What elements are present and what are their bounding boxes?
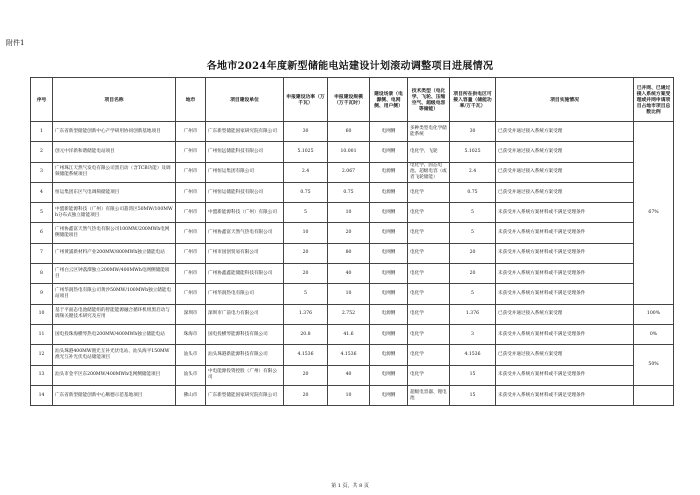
cell-power: 20 — [284, 243, 328, 263]
cell-grid: 1.376 — [450, 304, 496, 324]
cell-scenario: 电网侧 — [370, 264, 408, 284]
cell-status: 已获受并通过接入系统方案受理 — [496, 122, 634, 142]
cell-energy: 4.1536 — [328, 345, 370, 365]
table-row — [31, 324, 674, 344]
cell-ratio-shenzhen: 100% — [634, 304, 674, 324]
cell-power: 20 — [284, 385, 328, 405]
cell-seq: 7 — [31, 243, 53, 263]
cell-power: 20 — [284, 264, 328, 284]
cell-scenario: 电网侧 — [370, 142, 408, 162]
cell-org: 国电投横琴能源科技有限公司 — [206, 324, 284, 344]
cell-grid: 4.1536 — [450, 345, 496, 365]
cell-city: 广州市 — [176, 203, 206, 223]
cell-org: 广东新型储能国家研究院有限公司 — [206, 385, 284, 405]
cell-city: 广州市 — [176, 264, 206, 284]
cell-seq: 2 — [31, 142, 53, 162]
cell-power: 0.75 — [284, 182, 328, 202]
header-org: 项目建设单位 — [206, 78, 284, 122]
cell-power: 20 — [284, 365, 328, 385]
cell-power: 4.1536 — [284, 345, 328, 365]
cell-city: 广州市 — [176, 142, 206, 162]
cell-tech: 电化学 — [408, 203, 450, 223]
cell-grid: 5 — [450, 223, 496, 243]
cell-ratio-foshan — [634, 385, 674, 405]
cell-seq: 9 — [31, 284, 53, 304]
cell-grid: 5 — [450, 284, 496, 304]
cell-status: 未获受并入系统方案材料或不满足受理条件 — [496, 223, 634, 243]
cell-seq: 12 — [31, 345, 53, 365]
cell-status: 未获受并入系统方案材料或不满足受理条件 — [496, 264, 634, 284]
header-scenario: 建设场景（电源侧、电网侧、用户侧） — [370, 78, 408, 122]
cell-energy: 2.067 — [328, 162, 370, 182]
cell-seq: 8 — [31, 264, 53, 284]
header-power: 申报建设功率（万千瓦） — [284, 78, 328, 122]
cell-org: 广州恒远储能科技有限公司 — [206, 142, 284, 162]
cell-energy: 10.001 — [328, 142, 370, 162]
cell-status: 未获受并入系统方案材料或不满足受理条件 — [496, 385, 634, 405]
header-status: 项目实施情况 — [496, 78, 634, 122]
cell-power: 20.8 — [284, 324, 328, 344]
cell-scenario: 电网侧 — [370, 223, 408, 243]
cell-power: 2.4 — [284, 162, 328, 182]
cell-name: 广州白云区钟落潭独立200MW/400MWh电网侧储能项目 — [53, 264, 176, 284]
cell-tech: 电化学 — [408, 264, 450, 284]
cell-scenario: 电源侧 — [370, 162, 408, 182]
cell-city: 珠海市 — [176, 324, 206, 344]
cell-tech: 电化学 — [408, 304, 450, 324]
cell-seq: 14 — [31, 385, 53, 405]
cell-energy: 10 — [328, 284, 370, 304]
cell-tech: 电化学 — [408, 365, 450, 385]
cell-name: 中盟新能源科技（广州）有限公司荔湾区50MW/100MWh分布式独立储能项目 — [53, 203, 176, 223]
cell-city: 广州市 — [176, 284, 206, 304]
cell-tech: 多种类型电化学储能系统 — [408, 122, 450, 142]
cell-grid: 3 — [450, 324, 496, 344]
cell-city: 深圳市 — [176, 304, 206, 324]
attachment-label: 附件1 — [6, 39, 25, 47]
cell-status: 已获受并通过接入系统方案受理 — [496, 142, 634, 162]
cell-energy: 40 — [328, 365, 370, 385]
cell-tech: 超级电容器、锂电池 — [408, 385, 450, 405]
cell-scenario: 电源侧 — [370, 182, 408, 202]
cell-org: 广州协鑫富天然气热电有限公司 — [206, 223, 284, 243]
cell-seq: 4 — [31, 182, 53, 202]
cell-grid: 5 — [450, 203, 496, 223]
cell-name: 广州华润热电有限公司黄沙50MW/100MWh独立储能电站项目 — [53, 284, 176, 304]
header-energy: 申报建设规模（万千瓦时） — [328, 78, 370, 122]
cell-city: 汕头市 — [176, 345, 206, 365]
cell-seq: 5 — [31, 203, 53, 223]
cell-power: 5 — [284, 203, 328, 223]
cell-ratio-zhuhai: 0% — [634, 324, 674, 344]
cell-seq: 13 — [31, 365, 53, 385]
cell-status: 未获受并入系统方案材料或不满足受理条件 — [496, 203, 634, 223]
cell-org: 深圳市广前电力有限公司 — [206, 304, 284, 324]
cell-city: 广州市 — [176, 122, 206, 142]
header-grid: 项目所在供电区可接入容量（储能功率/万千瓦） — [450, 78, 496, 122]
table-row — [31, 122, 674, 142]
table-row — [31, 365, 674, 385]
cell-grid: 20 — [450, 264, 496, 284]
cell-grid: 15 — [450, 365, 496, 385]
cell-tech: 电化学 — [408, 324, 450, 344]
table-row — [31, 162, 674, 182]
cell-name: 广州珠江天然气发电有限公司黑启动（含TCB功能）及调频储能系统项目 — [53, 162, 176, 182]
table-row — [31, 203, 674, 223]
document-title: 各地市2024年度新型储能电站建设计划滚动调整项目进展情况 — [206, 61, 494, 72]
cell-scenario: 电网侧 — [370, 284, 408, 304]
table-row — [31, 385, 674, 405]
cell-tech: 电化学 — [408, 223, 450, 243]
table-row — [31, 284, 674, 304]
cell-name: 广东省新型储能创新中心顺德示范基地项目 — [53, 385, 176, 405]
cell-city: 佛山市 — [176, 385, 206, 405]
cell-energy: 41.6 — [328, 324, 370, 344]
cell-city: 广州市 — [176, 243, 206, 263]
header-ratio: 已并网、已通过接入系统方案受理或并网申请项目占地市项目总数比例 — [634, 78, 674, 122]
table-row — [31, 264, 674, 284]
table-row — [31, 182, 674, 202]
table-row — [31, 304, 674, 324]
cell-status: 已获受并通过接入系统方案受理 — [496, 304, 634, 324]
cell-city: 广州市 — [176, 162, 206, 182]
cell-ratio-guangzhou: 67% — [634, 122, 674, 305]
cell-org: 中电能源投资控股（广州）有限公司 — [206, 365, 284, 385]
cell-ratio-shantou: 50% — [634, 345, 674, 386]
cell-energy: 20 — [328, 223, 370, 243]
cell-grid: 30 — [450, 122, 496, 142]
table-header-row — [31, 78, 674, 122]
cell-status: 已获受并通过接入系统方案受理 — [496, 162, 634, 182]
header-name: 项目名称 — [53, 78, 176, 122]
cell-seq: 6 — [31, 223, 53, 243]
cell-status: 未获受并入系统方案材料或不满足受理条件 — [496, 365, 634, 385]
cell-scenario: 电网侧 — [370, 365, 408, 385]
cell-scenario: 电网侧 — [370, 122, 408, 142]
cell-status: 未获受并入系统方案材料或不满足受理条件 — [496, 284, 634, 304]
cell-scenario: 电源侧 — [370, 345, 408, 365]
cell-name: 国电投珠海横琴热电200MW/400MWh独立储能电站 — [53, 324, 176, 344]
cell-city: 广州市 — [176, 182, 206, 202]
cell-power: 10 — [284, 223, 328, 243]
cell-name: 创元中洋新和谐储能电站项目 — [53, 142, 176, 162]
cell-tech: 电化学、飞轮 — [408, 142, 450, 162]
cell-name: 恒运集团东区气电调频储能项目 — [53, 182, 176, 202]
cell-org: 汕头珠港新能源科技有限公司 — [206, 345, 284, 365]
cell-grid: 0.75 — [450, 182, 496, 202]
cell-tech: 电化学 — [408, 182, 450, 202]
cell-city: 广州市 — [176, 223, 206, 243]
header-tech: 技术类型（电化学、飞轮、压缩空气、超级电容等储能） — [408, 78, 450, 122]
cell-energy: 0.75 — [328, 182, 370, 202]
cell-status: 已获受并通过接入系统方案受理 — [496, 345, 634, 365]
cell-energy: 40 — [328, 264, 370, 284]
cell-tech: 电化学 — [408, 243, 450, 263]
cell-power: 5.1025 — [284, 142, 328, 162]
cell-org: 广州协鑫鑫能储能科技有限公司 — [206, 264, 284, 284]
cell-power: 1.376 — [284, 304, 328, 324]
cell-scenario: 电网侧 — [370, 385, 408, 405]
header-city: 地市 — [176, 78, 206, 122]
cell-city: 汕头市 — [176, 365, 206, 385]
cell-scenario: 电网侧 — [370, 243, 408, 263]
cell-tech: 电化学 — [408, 284, 450, 304]
project-table — [30, 77, 674, 406]
cell-org: 中盟新能源科技（广州）有限公司 — [206, 203, 284, 223]
page-footer: 第 1 页，共 8 页 — [331, 483, 369, 489]
header-seq: 序号 — [31, 78, 53, 122]
cell-grid: 20 — [450, 243, 496, 263]
cell-seq: 10 — [31, 304, 53, 324]
cell-org: 广州市国创贸易有限公司 — [206, 243, 284, 263]
table-row — [31, 142, 674, 162]
cell-energy: 60 — [328, 122, 370, 142]
table-row — [31, 243, 674, 263]
cell-energy: 10 — [328, 385, 370, 405]
cell-seq: 3 — [31, 162, 53, 182]
cell-name: 汕头珠港400MW渔光互补光伏电站、汕头海平150MW渔光互补光伏电站储能项目 — [53, 345, 176, 365]
cell-org: 广州恒运储能科技有限公司 — [206, 182, 284, 202]
cell-name: 基于平面态电池储能组的智能能源融合循环机组黑启动与调频关键技术研究及应用 — [53, 304, 176, 324]
cell-scenario: 电源侧 — [370, 304, 408, 324]
cell-status: 未获受并入系统方案材料或不满足受理条件 — [496, 243, 634, 263]
cell-energy: 80 — [328, 243, 370, 263]
cell-scenario: 电网侧 — [370, 324, 408, 344]
cell-power: 5 — [284, 284, 328, 304]
cell-name: 广东省新型储能创新中心产学研用协同创新基地项目 — [53, 122, 176, 142]
cell-org: 广州恒运集团有限公司 — [206, 162, 284, 182]
cell-org: 广州华润热电有限公司 — [206, 284, 284, 304]
cell-grid: 2.4 — [450, 162, 496, 182]
cell-scenario: 电网侧 — [370, 203, 408, 223]
cell-name: 广州协鑫富天然气热电有限公司100MW/200MWh电网侧储能项目 — [53, 223, 176, 243]
cell-status: 未获受并入系统方案材料或不满足受理条件 — [496, 324, 634, 344]
cell-tech: 电化学 — [408, 345, 450, 365]
cell-name: 广州黄浦新材料产业200MW/800MWh独立储能电站 — [53, 243, 176, 263]
cell-energy: 10 — [328, 203, 370, 223]
cell-tech: 电化学、固态电池、超级电容（或者飞轮储能） — [408, 162, 450, 182]
cell-power: 30 — [284, 122, 328, 142]
cell-status: 已获受并通过接入系统方案受理 — [496, 182, 634, 202]
cell-grid: 15 — [450, 385, 496, 405]
cell-energy: 2.752 — [328, 304, 370, 324]
cell-name: 汕头市金平区东200MW/400MWh电网侧储能项目 — [53, 365, 176, 385]
cell-org: 广东新型储能国家研究院有限公司 — [206, 122, 284, 142]
cell-grid: 5.1025 — [450, 142, 496, 162]
cell-seq: 1 — [31, 122, 53, 142]
table-row — [31, 223, 674, 243]
cell-seq: 11 — [31, 324, 53, 344]
table-row — [31, 345, 674, 365]
